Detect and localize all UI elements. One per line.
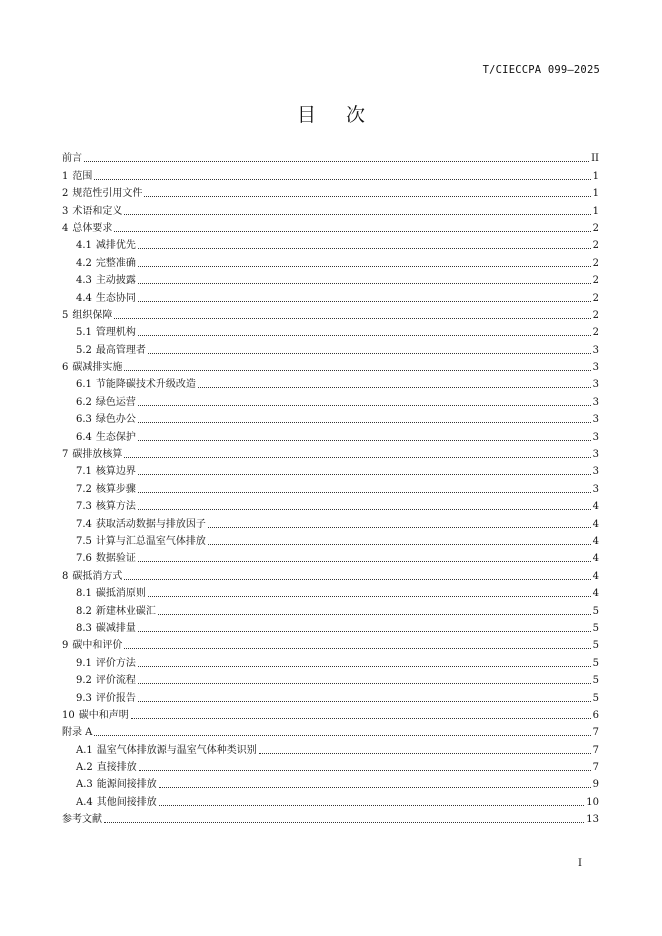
toc-entry[interactable] xyxy=(62,426,599,443)
toc-entry-title: 核算边界 xyxy=(95,466,136,478)
toc-entry-page: 4 xyxy=(592,501,599,513)
toc-dot-leader xyxy=(138,405,591,406)
toc-entry[interactable] xyxy=(62,165,599,182)
toc-entry-number: 7.2 xyxy=(76,483,92,495)
toc-entry-title: 生态协同 xyxy=(95,292,136,304)
toc-dot-leader xyxy=(159,805,585,806)
toc-entry-title: 其他间接排放 xyxy=(96,796,157,808)
toc-entry[interactable] xyxy=(62,148,599,165)
toc-entry-number: 8 xyxy=(62,570,69,582)
toc-entry-number: 9.2 xyxy=(76,675,92,687)
toc-entry-title: 核算步骤 xyxy=(95,483,136,495)
toc-entry[interactable] xyxy=(62,391,599,408)
toc-entry-title: 节能降碳技术升级改造 xyxy=(95,379,196,391)
toc-dot-leader xyxy=(138,266,591,267)
toc-entry-number: 9.1 xyxy=(76,657,92,669)
toc-entry-page: 5 xyxy=(592,675,599,687)
toc-entry-title: 管理机构 xyxy=(95,327,136,339)
toc-entry-number: A.3 xyxy=(76,779,93,791)
toc-entry-page: 2 xyxy=(592,275,599,287)
toc-entry-page: 1 xyxy=(592,188,599,200)
toc-entry[interactable] xyxy=(62,757,599,774)
toc-entry-title: 碳抵消原则 xyxy=(95,588,146,600)
toc-entry[interactable] xyxy=(62,357,599,374)
toc-entry-page: 6 xyxy=(592,709,599,721)
toc-entry[interactable] xyxy=(62,218,599,235)
toc-entry-number: A.4 xyxy=(76,796,93,808)
toc-dot-leader xyxy=(138,301,591,302)
page-number: I xyxy=(578,858,582,869)
toc-entry-number: 10 xyxy=(62,709,75,721)
toc-entry-number: 5.2 xyxy=(76,344,92,356)
toc-entry-number: 3 xyxy=(62,205,69,217)
toc-entry-page: 9 xyxy=(592,779,599,791)
toc-entry-page: 2 xyxy=(592,327,599,339)
toc-entry[interactable] xyxy=(62,774,599,791)
toc-entry-title: 规范性引用文件 xyxy=(72,188,143,200)
toc-entry-title: 范围 xyxy=(72,170,93,182)
toc-entry-page: 2 xyxy=(592,222,599,234)
toc-entry-number: 4 xyxy=(62,222,69,234)
toc-entry-page: 2 xyxy=(592,257,599,269)
toc-dot-leader xyxy=(138,683,591,684)
toc-dot-leader xyxy=(138,561,591,562)
toc-entry-title: 组织保障 xyxy=(72,309,113,321)
toc-entry-number: 6.1 xyxy=(76,379,92,391)
toc-entry-page: 5 xyxy=(592,640,599,652)
toc-entry-number: 6.3 xyxy=(76,414,92,426)
toc-entry[interactable] xyxy=(62,739,599,756)
toc-entry[interactable] xyxy=(62,809,599,826)
toc-entry-page: 3 xyxy=(592,414,599,426)
toc-entry[interactable] xyxy=(62,478,599,495)
toc-entry[interactable] xyxy=(62,305,599,322)
toc-entry-page: 5 xyxy=(592,605,599,617)
toc-dot-leader xyxy=(138,509,591,510)
toc-entry[interactable] xyxy=(62,374,599,391)
toc-entry-title: 碳减排量 xyxy=(95,622,136,634)
toc-dot-leader xyxy=(138,631,591,632)
toc-entry-title: 前言 xyxy=(62,153,82,165)
toc-dot-leader xyxy=(124,370,590,371)
toc-entry[interactable] xyxy=(62,339,599,356)
toc-dot-leader xyxy=(159,787,591,788)
toc-dot-leader xyxy=(208,544,591,545)
toc-entry-page: 4 xyxy=(592,588,599,600)
toc-dot-leader xyxy=(198,387,591,388)
toc-entry-title: 总体要求 xyxy=(72,222,113,234)
toc-entry-title: 附录 A xyxy=(62,727,93,739)
toc-entry[interactable] xyxy=(62,531,599,548)
toc-dot-leader xyxy=(114,231,590,232)
toc-entry-number: 7.1 xyxy=(76,466,92,478)
toc-entry-number: 9.3 xyxy=(76,692,92,704)
toc-entry-page: 4 xyxy=(592,518,599,530)
toc-dot-leader xyxy=(124,457,590,458)
toc-entry-page: 7 xyxy=(592,744,599,756)
toc-dot-leader xyxy=(94,735,590,736)
toc-dot-leader xyxy=(138,440,591,441)
toc-entry-number: 4.1 xyxy=(76,240,92,252)
toc-entry[interactable] xyxy=(62,461,599,478)
toc-entry-number: 7.6 xyxy=(76,553,92,565)
toc-dot-leader xyxy=(138,701,591,702)
toc-entry[interactable] xyxy=(62,565,599,582)
toc-dot-leader xyxy=(138,335,591,336)
toc-entry[interactable] xyxy=(62,322,599,339)
toc-entry-page: 3 xyxy=(592,466,599,478)
toc-dot-leader xyxy=(139,770,591,771)
toc-entry-number: 1 xyxy=(62,170,69,182)
toc-entry-page: 3 xyxy=(592,483,599,495)
toc-entry-page: 2 xyxy=(592,292,599,304)
toc-entry-page: 3 xyxy=(592,396,599,408)
toc-entry-number: 8.3 xyxy=(76,622,92,634)
toc-entry-page: 5 xyxy=(592,692,599,704)
toc-dot-leader xyxy=(104,822,584,823)
toc-entry-number: 8.1 xyxy=(76,588,92,600)
toc-dot-leader xyxy=(124,579,590,580)
toc-entry-number: 6.2 xyxy=(76,396,92,408)
toc-dot-leader xyxy=(84,161,589,162)
toc-entry[interactable] xyxy=(62,583,599,600)
toc-entry[interactable] xyxy=(62,287,599,304)
toc-entry-number: 4.4 xyxy=(76,292,92,304)
toc-entry[interactable] xyxy=(62,513,599,530)
toc-entry-page: 3 xyxy=(592,431,599,443)
toc-entry-page: 13 xyxy=(586,814,599,826)
toc-dot-leader xyxy=(94,179,590,180)
toc-dot-leader xyxy=(114,318,590,319)
toc-entry-number: 9 xyxy=(62,640,69,652)
toc-entry-title: 碳中和声明 xyxy=(78,709,129,721)
toc-entry-page: 2 xyxy=(592,309,599,321)
toc-dot-leader xyxy=(148,596,591,597)
document-code: T/CIECCPA 099—2025 xyxy=(482,64,600,76)
toc-dot-leader xyxy=(144,196,590,197)
toc-entry-title: 参考文献 xyxy=(62,814,102,826)
toc-entry-page: 3 xyxy=(592,344,599,356)
toc-entry-title: 评价报告 xyxy=(95,692,136,704)
toc-entry-page: 3 xyxy=(592,362,599,374)
toc-entry-title: 评价方法 xyxy=(95,657,136,669)
toc-entry[interactable] xyxy=(62,618,599,635)
toc-entry[interactable] xyxy=(62,791,599,808)
toc-dot-leader xyxy=(138,283,591,284)
toc-entry-number: 7 xyxy=(62,449,69,461)
toc-entry-title: 碳排放核算 xyxy=(72,449,123,461)
toc-entry-page: II xyxy=(591,153,599,165)
toc-entry-page: 4 xyxy=(592,553,599,565)
toc-entry-title: 生态保护 xyxy=(95,431,136,443)
toc-entry-number: A.2 xyxy=(76,762,93,774)
toc-dot-leader xyxy=(124,214,590,215)
toc-entry-page: 1 xyxy=(592,205,599,217)
toc-entry-number: 6 xyxy=(62,362,69,374)
toc-entry[interactable] xyxy=(62,409,599,426)
toc-entry-title: 碳减排实施 xyxy=(72,362,123,374)
toc-dot-leader xyxy=(138,248,591,249)
toc-dot-leader xyxy=(138,492,591,493)
toc-entry-number: 8.2 xyxy=(76,605,92,617)
toc-dot-leader xyxy=(131,718,591,719)
toc-entry[interactable] xyxy=(62,270,599,287)
toc-entry-number: 6.4 xyxy=(76,431,92,443)
toc-entry-title: 绿色运营 xyxy=(95,396,136,408)
toc-entry-title: 完整准确 xyxy=(95,257,136,269)
toc-entry-page: 3 xyxy=(592,449,599,461)
toc-entry-title: 主动披露 xyxy=(95,275,136,287)
toc-entry[interactable] xyxy=(62,252,599,269)
toc-dot-leader xyxy=(259,753,591,754)
toc-entry[interactable] xyxy=(62,548,599,565)
toc-entry-number: 7.3 xyxy=(76,501,92,513)
toc-entry-number: 4.2 xyxy=(76,257,92,269)
toc-entry-title: 碳抵消方式 xyxy=(72,570,123,582)
toc-entry-page: 1 xyxy=(592,170,599,182)
toc-entry-page: 4 xyxy=(592,535,599,547)
toc-entry[interactable] xyxy=(62,496,599,513)
toc-dot-leader xyxy=(158,614,591,615)
toc-entry-title: 术语和定义 xyxy=(72,205,123,217)
toc-entry[interactable] xyxy=(62,235,599,252)
toc-entry[interactable] xyxy=(62,670,599,687)
toc-dot-leader xyxy=(138,474,591,475)
toc-dot-leader xyxy=(148,353,591,354)
toc-entry[interactable] xyxy=(62,722,599,739)
toc-entry[interactable] xyxy=(62,183,599,200)
toc-entry-number: 7.4 xyxy=(76,518,92,530)
toc-entry-title: 直接排放 xyxy=(96,762,137,774)
toc-entry[interactable] xyxy=(62,444,599,461)
toc-entry-page: 5 xyxy=(592,622,599,634)
toc-entry-title: 绿色办公 xyxy=(95,414,136,426)
toc-dot-leader xyxy=(208,527,591,528)
toc-dot-leader xyxy=(138,422,591,423)
toc-title: 目次 xyxy=(296,104,395,126)
toc-entry-page: 7 xyxy=(592,727,599,739)
toc-entry-title: 温室气体排放源与温室气体种类识别 xyxy=(96,744,257,756)
toc-entry-number: 2 xyxy=(62,188,69,200)
toc-dot-leader xyxy=(138,666,591,667)
toc-entry[interactable] xyxy=(62,652,599,669)
toc-entry-title: 评价流程 xyxy=(95,675,136,687)
toc-entry-title: 碳中和评价 xyxy=(72,640,123,652)
toc-entry[interactable] xyxy=(62,705,599,722)
toc-entry-page: 2 xyxy=(592,240,599,252)
toc-entry[interactable] xyxy=(62,635,599,652)
toc-entry-number: 4.3 xyxy=(76,275,92,287)
table-of-contents xyxy=(62,148,599,826)
toc-entry-number: 5 xyxy=(62,309,69,321)
toc-entry-number: 5.1 xyxy=(76,327,92,339)
toc-entry-number: A.1 xyxy=(76,744,93,756)
toc-entry-title: 计算与汇总温室气体排放 xyxy=(95,535,206,547)
toc-entry-page: 5 xyxy=(592,657,599,669)
toc-entry-page: 10 xyxy=(586,796,599,808)
toc-entry-title: 能源间接排放 xyxy=(96,779,157,791)
toc-entry-number: 7.5 xyxy=(76,535,92,547)
toc-dot-leader xyxy=(124,648,590,649)
toc-entry[interactable] xyxy=(62,687,599,704)
toc-entry-page: 3 xyxy=(592,379,599,391)
toc-entry[interactable] xyxy=(62,600,599,617)
toc-entry[interactable] xyxy=(62,200,599,217)
toc-entry-title: 数据验证 xyxy=(95,553,136,565)
toc-entry-page: 4 xyxy=(592,570,599,582)
toc-entry-page: 7 xyxy=(592,762,599,774)
toc-entry-title: 新建林业碳汇 xyxy=(95,605,156,617)
toc-entry-title: 核算方法 xyxy=(95,501,136,513)
toc-entry-title: 减排优先 xyxy=(95,240,136,252)
toc-entry-title: 获取活动数据与排放因子 xyxy=(95,518,206,530)
toc-entry-title: 最高管理者 xyxy=(95,344,146,356)
